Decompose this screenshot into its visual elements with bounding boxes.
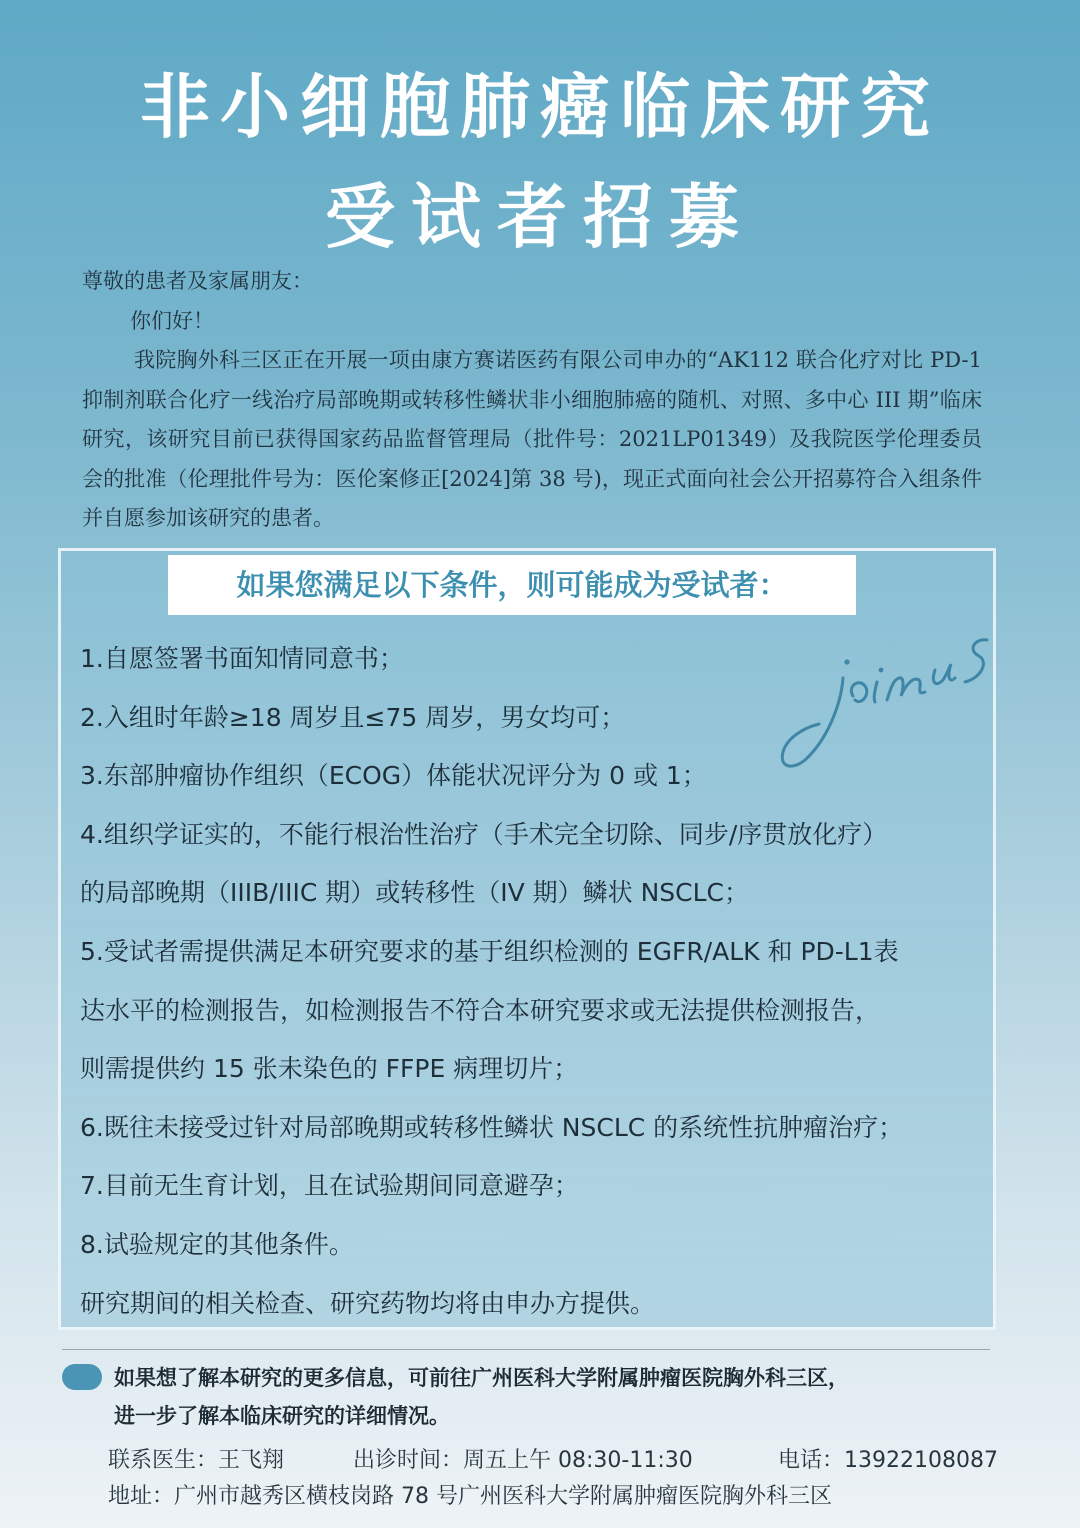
section-divider [62,1349,990,1350]
criteria-line: 的局部晚期（IIIB/IIIC 期）或转移性（IV 期）鳞状 NSCLC； [80,878,749,908]
page-title: 非小细胞肺癌临床研究 [140,66,940,148]
more-info-line: 如果想了解本研究的更多信息，可前往广州医科大学附属肿瘤医院胸外科三区， [114,1366,849,1390]
more-info-line: 进一步了解本临床研究的详细情况。 [114,1404,450,1428]
greeting: 你们好！ [130,308,214,333]
criteria-line: 3.东部肿瘤协作组织（ECOG）体能状况评分为 0 或 1； [80,761,707,791]
contact-doctor: 联系医生：王飞翔 [108,1448,285,1473]
criteria-line: 7.目前无生育计划，且在试验期间同意避孕； [80,1171,579,1201]
page-subtitle: 受试者招募 [325,176,755,258]
criteria-line: 达水平的检测报告，如检测报告不符合本研究要求或无法提供检测报告， [80,995,881,1025]
criteria-line: 6.既往未接受过针对局部晚期或转移性鳞状 NSCLC 的系统性抗肿瘤治疗； [80,1112,904,1142]
contact-phone: 电话：13922108087 [778,1448,998,1473]
criteria-line: 则需提供约 15 张未染色的 FFPE 病理切片； [80,1054,579,1084]
criteria-line: 1.自愿签署书面知情同意书； [80,644,404,673]
intro-body: 我院胸外科三区正在开展一项由康方赛诺医药有限公司申办的“AK112 联合化疗对比 PD-1 抑制剂联合化疗一线治疗局部晚期或转移性鳞状非小细胞肺癌的随机、对照、多中心 III 期”临床研究，该研究目前已获得国家药品监督管理局（批件号：2021LP01349）及我院医学伦理委员会的批准（伦理批件号为：医伦案修正[2024]第 38 号)，现正式面向社会公开招募符合入组条件并自愿参加该研究的患者。 [82,348,982,530]
intro-section [82,262,982,539]
criteria-line: 8.试验规定的其他条件。 [80,1229,354,1259]
more-info [114,1359,994,1435]
criteria-header: 如果您满足以下条件，则可能成为受试者： [168,555,856,615]
join-us-script-decoration [775,620,1005,780]
contact-address: 地址：广州市越秀区横枝岗路 78 号广州医科大学附属肿瘤医院胸外科三区 [108,1484,832,1509]
criteria-line: 2.入组时年龄≥18 周岁且≤75 周岁，男女均可； [80,702,626,732]
contact-row [108,1443,1028,1479]
contact-info [108,1443,1028,1515]
criteria-line: 4.组织学证实的，不能行根治性治疗（手术完全切除、同步/序贯放化疗） [80,819,888,849]
contact-hours: 出诊时间：周五上午 08:30-11:30 [353,1448,693,1473]
criteria-line: 5.受试者需提供满足本研究要求的基于组织检测的 EGFR/ALK 和 PD-L1表 [80,936,899,966]
criteria-line: 研究期间的相关检查、研究药物均将由申办方提供。 [80,1288,656,1318]
salutation: 尊敬的患者及家属朋友： [82,269,313,293]
bullet-pill-icon [62,1364,102,1390]
